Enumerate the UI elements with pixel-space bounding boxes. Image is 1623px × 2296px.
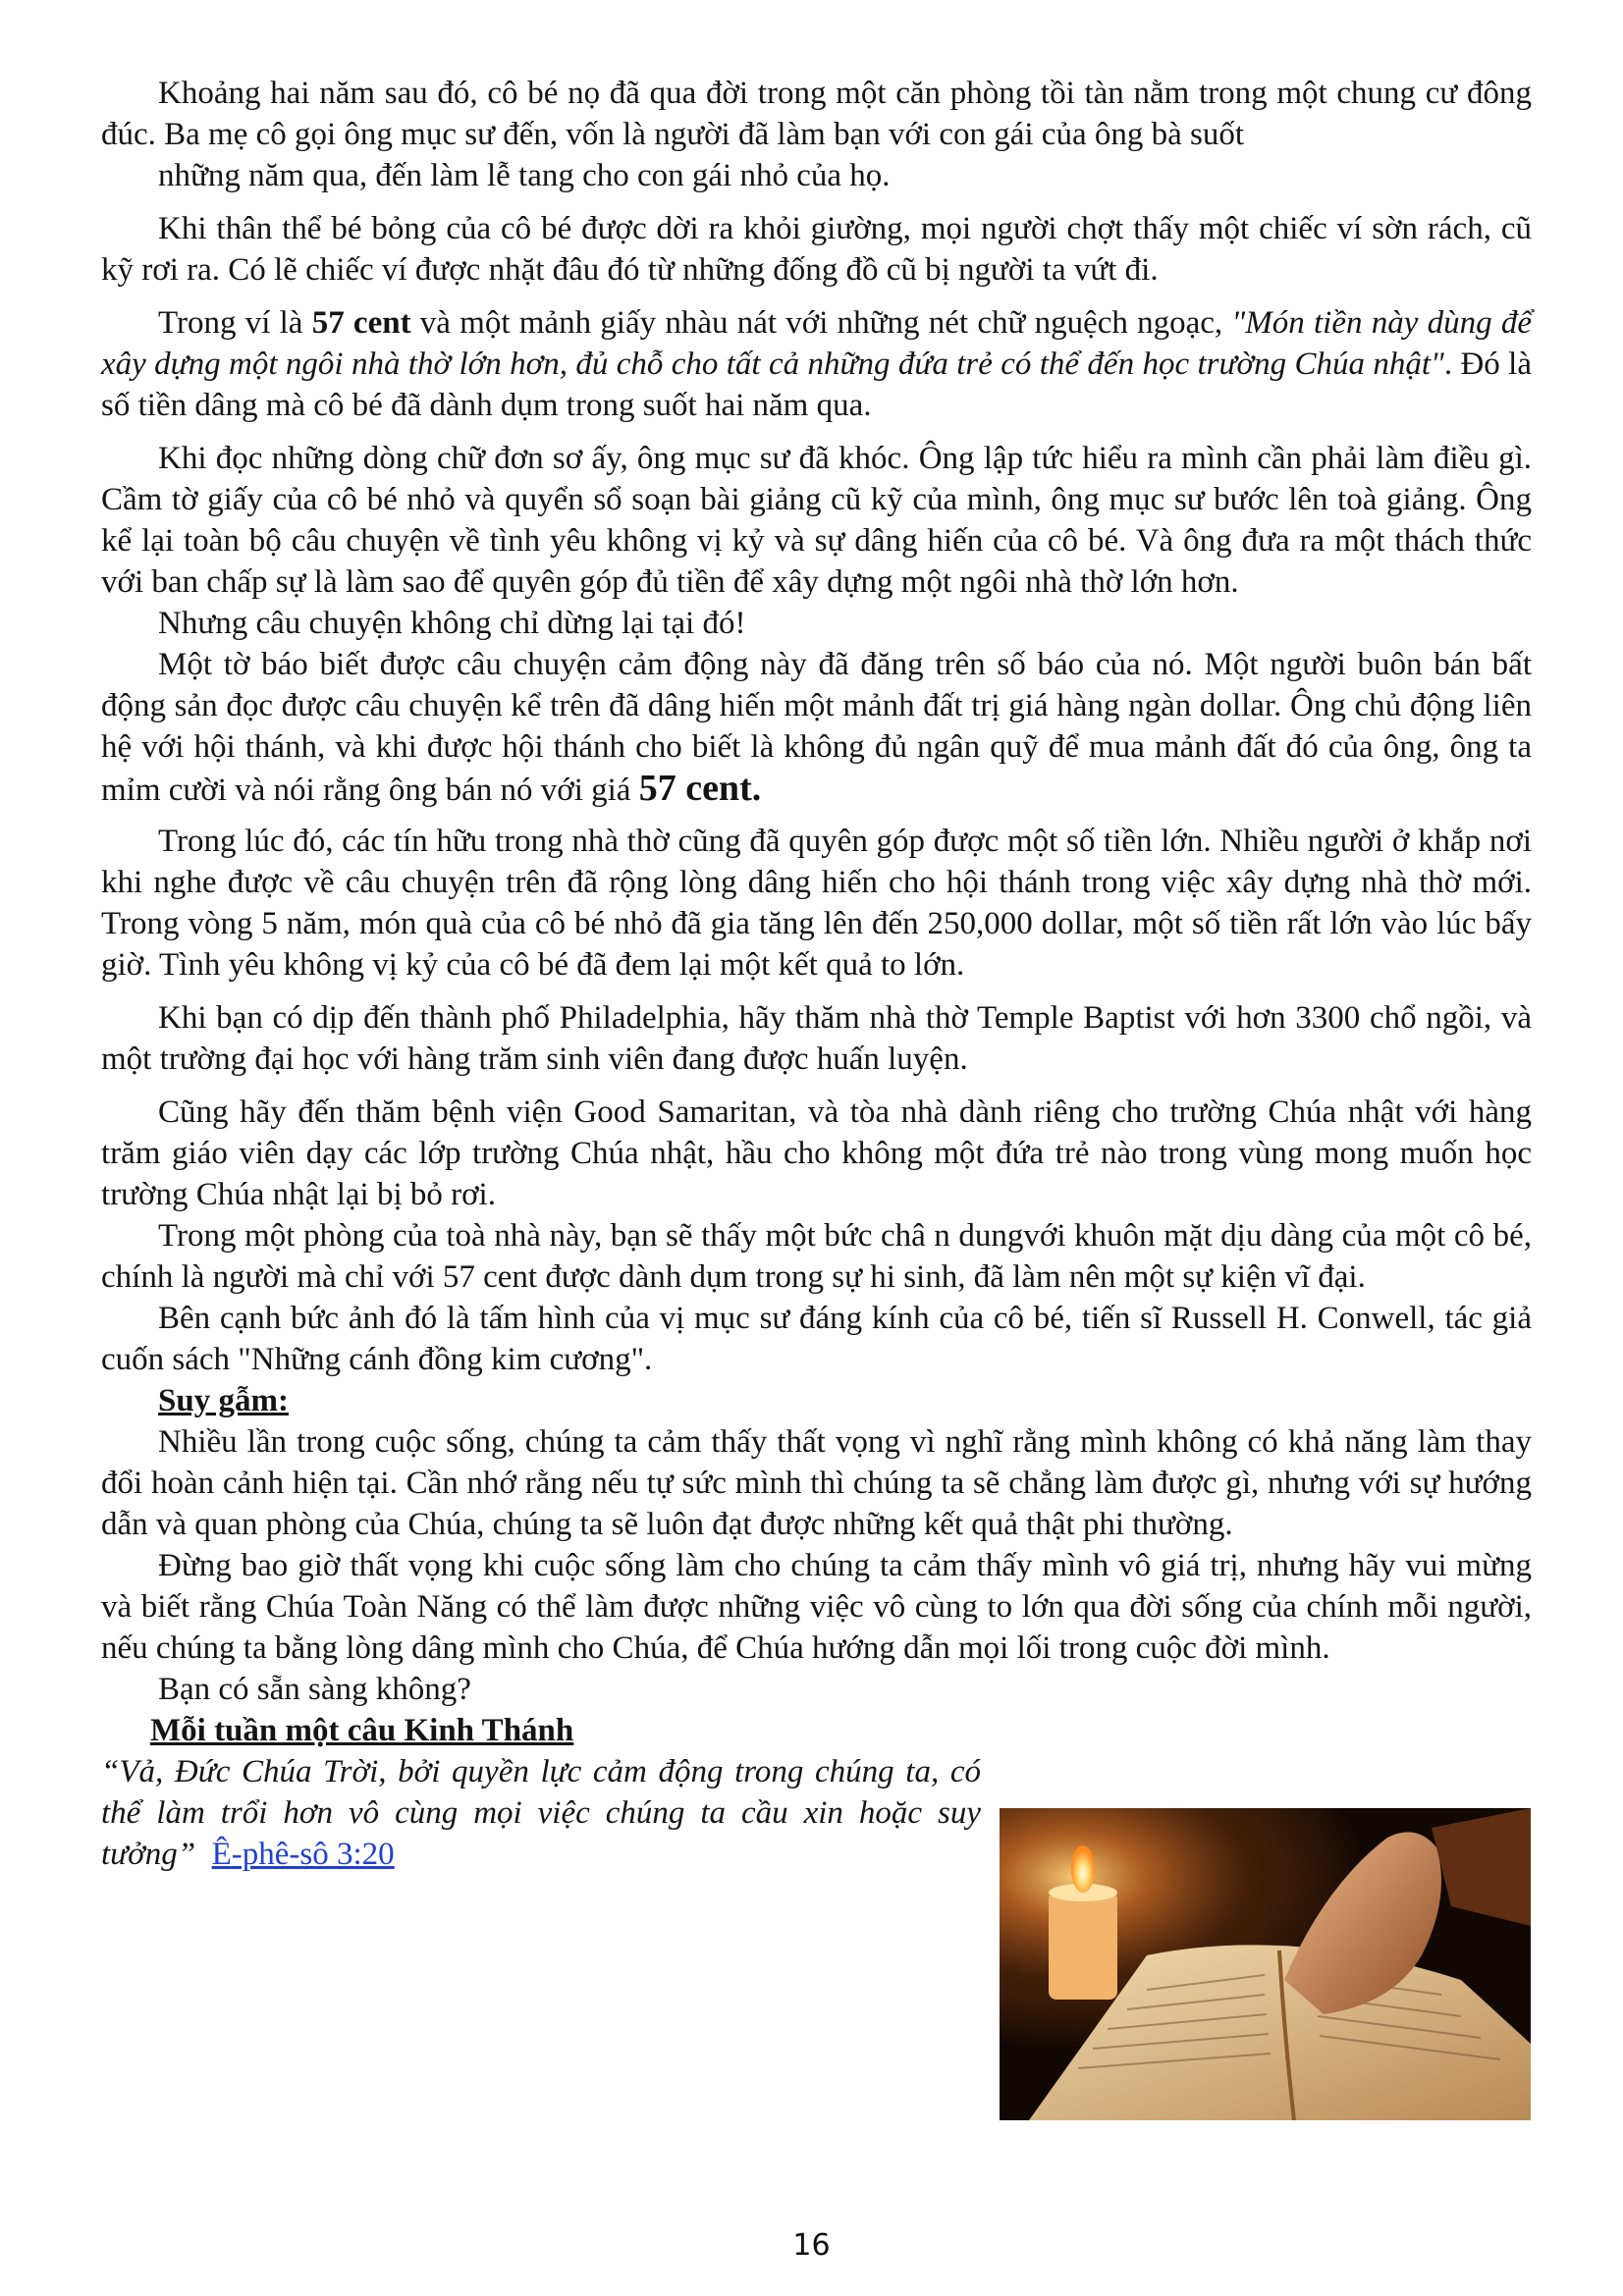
paragraph-6: Một tờ báo biết được câu chuyện cảm động này đã đăng trên số báo của nó. Một người buôn bán bất động sản đọc được câu chuyện kể trên đã dâng hiến một mảnh đất trị giá hàng ngàn dollar. Ông chủ động liên hệ với hội thánh, và khi được hội thánh cho biết là không đủ ngân quỹ để mua mảnh đất đó của ông, ông ta mỉm cười và nói rằng ông bán nó với giá 57 cent. — [101, 647, 1532, 809]
price-57-cent: 57 cent. — [638, 768, 762, 809]
paragraph-13: Đừng bao giờ thất vọng khi cuộc sống làm cho chúng ta cảm thấy mình vô giá trị, nhưng hãy vui mừng và biết rằng Chúa Toàn Năng có thể làm được những việc vô cùng to lớn qua đời sống của chính mỗi người, nếu chúng ta bằng lòng dâng mình cho Chúa, để Chúa hướng dẫn mọi lối trong cuộc đời mình. — [101, 1548, 1532, 1666]
paragraph-11: Bên cạnh bức ảnh đó là tấm hình của vị mục sư đáng kính của cô bé, tiến sĩ Russell H. Conwell, tác giả cuốn sách "Những cánh đồng kim cương". — [101, 1301, 1532, 1377]
paragraph-8: Khi bạn có dịp đến thành phố Philadelphia, hãy thăm nhà thờ Temple Baptist với hơn 3300 chổ ngồi, và một trường đại học với hàng trăm sinh viên đang được huấn luyện. — [101, 1000, 1532, 1077]
note-quote: "Món tiền này dùng để xây dựng một ngôi nhà thờ lớn hơn, đủ chỗ cho tất cả những đứa trẻ có thể đến học trường Chúa nhật" — [101, 305, 1532, 382]
paragraph-14: Bạn có sẵn sàng không? — [158, 1672, 471, 1707]
paragraph-12: Nhiều lần trong cuộc sống, chúng ta cảm thấy thất vọng vì nghĩ rằng mình không có khả năng làm thay đổi hoàn cảnh hiện tại. Cần nhớ rằng nếu tự sức mình thì chúng ta sẽ chẳng làm được gì, nhưng với sự hướng dẫn và quan phòng của Chúa, chúng ta sẽ luôn đạt được những kết quả thật phi thường. — [101, 1424, 1532, 1542]
paragraph-3: Trong ví là 57 cent và một mảnh giấy nhàu nát với những nét chữ nguệch ngoạc, "Món tiền này dùng để xây dựng một ngôi nhà thờ lớn hơn, đủ chỗ cho tất cả những đứa trẻ có thể đến học trường Chúa nhật". Đó là số tiền dâng mà cô bé đã dành dụm trong suốt hai năm qua. — [101, 305, 1532, 423]
paragraph-4: Khi đọc những dòng chữ đơn sơ ấy, ông mục sư đã khóc. Ông lập tức hiểu ra mình cần phải làm điều gì. Cầm tờ giấy của cô bé nhỏ và quyển sổ soạn bài giảng cũ kỹ của mình, ông mục sư bước lên toà giảng. Ông kể lại toàn bộ câu chuyện về tình yêu không vị kỷ và sự dâng hiến của cô bé. Và ông đưa ra một thách thức với ban chấp sự là làm sao để quyên góp đủ tiền để xây dựng một ngôi nhà thờ lớn hơn. — [101, 441, 1532, 600]
reflection-heading: Suy gẫm: — [158, 1383, 289, 1418]
paragraph-1-continued: những năm qua, đến làm lễ tang cho con gái nhỏ của họ. — [158, 158, 891, 193]
weekly-verse: “Vả, Đức Chúa Trời, bởi quyền lực cảm động trong chúng ta, có thể làm trổi hơn vô cùng mọi việc chúng ta cầu xin hoặc suy tưởng” Ê-phê-sô 3:20 — [101, 1754, 981, 1872]
amount-57-cent: 57 cent — [311, 305, 411, 341]
verse-heading: Mỗi tuần một câu Kinh Thánh — [150, 1713, 574, 1748]
paragraph-7: Trong lúc đó, các tín hữu trong nhà thờ cũng đã quyên góp được một số tiền lớn. Nhiều người ở khắp nơi khi nghe được về câu chuyện trên đã rộng lòng dâng hiến cho hội thánh trong việc xây dựng nhà thờ mới. Trong vòng 5 năm, món quà của cô bé nhỏ đã gia tăng lên đến 250,000 dollar, một số tiền rất lớn vào lúc bấy giờ. Tình yêu không vị kỷ của cô bé đã đem lại một kết quả to lớn. — [101, 824, 1532, 983]
paragraph-5: Nhưng câu chuyện không chỉ dừng lại tại đó! — [158, 606, 746, 641]
paragraph-10: Trong một phòng của toà nhà này, bạn sẽ thấy một bức châ n dungvới khuôn mặt dịu dàng của một cô bé, chính là người mà chỉ với 57 cent được dành dụm trong sự hi sinh, đã làm nên một sự kiện vĩ đại. — [101, 1218, 1532, 1295]
article-body — [101, 73, 1532, 1918]
paragraph-9: Cũng hãy đến thăm bệnh viện Good Samaritan, và tòa nhà dành riêng cho trường Chúa nhật với hàng trăm giáo viên dạy các lớp trường Chúa nhật, hầu cho không một đứa trẻ nào trong vùng mong muốn học trường Chúa nhật lại bị bỏ rơi. — [101, 1095, 1532, 1212]
page-number: 16 — [792, 2228, 831, 2263]
paragraph-2: Khi thân thể bé bỏng của cô bé được dời ra khỏi giường, mọi người chợt thấy một chiếc ví sờn rách, cũ kỹ rơi ra. Có lẽ chiếc ví được nhặt đâu đó từ những đống đồ cũ bị người ta vứt đi. — [101, 211, 1532, 288]
paragraph-1: Khoảng hai năm sau đó, cô bé nọ đã qua đời trong một căn phòng tồi tàn nằm trong một chung cư đông đúc. Ba mẹ cô gọi ông mục sư đến, vốn là người đã làm bạn với con gái của ông bà suốt — [101, 76, 1532, 152]
candle-bible-photo — [1000, 1808, 1531, 2120]
verse-reference-link[interactable]: Ê-phê-sô 3:20 — [211, 1837, 395, 1872]
